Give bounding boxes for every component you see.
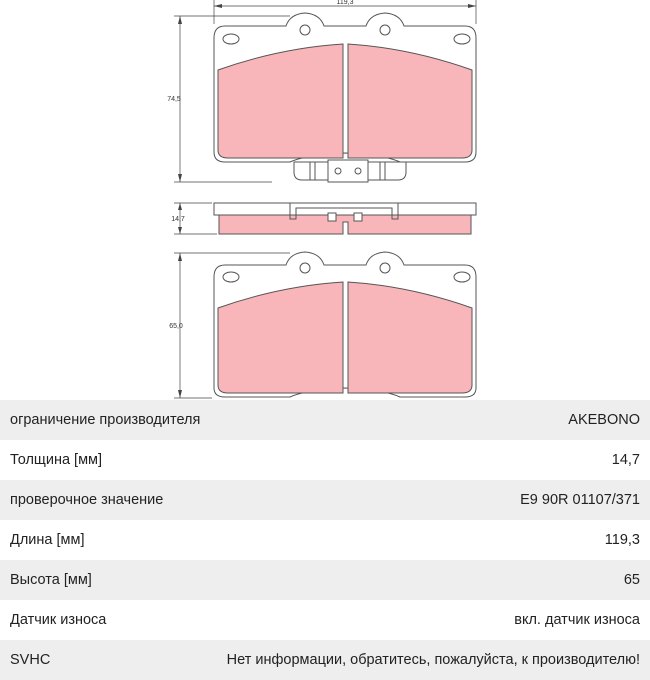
thickness-dimension-label: 14,7 bbox=[171, 216, 185, 223]
spec-label: Высота [мм] bbox=[10, 572, 92, 588]
bottom-pad-ear-hole-left bbox=[300, 263, 310, 273]
spec-row-test-mark bbox=[0, 480, 650, 520]
top-pad-sensor-body bbox=[328, 160, 368, 182]
height-bottom-dimension-label: 65,0 bbox=[169, 323, 183, 330]
spec-value: Нет информации, обратитесь, пожалуйста, к производителю! bbox=[226, 652, 640, 668]
top-pad-ear-hole-right bbox=[380, 25, 390, 35]
bottom-pad-hole-left bbox=[223, 272, 239, 282]
side-view-friction bbox=[219, 215, 471, 234]
spec-row-height bbox=[0, 560, 650, 600]
length-dimension-label: 119,3 bbox=[336, 0, 354, 6]
spec-value: 65 bbox=[623, 572, 640, 588]
spec-row-thickness bbox=[0, 440, 650, 480]
spec-value: E9 90R 01107/371 bbox=[520, 492, 640, 508]
spec-label: Толщина [мм] bbox=[10, 452, 103, 468]
spec-label: Датчик износа bbox=[10, 612, 107, 628]
spec-value: 119,3 bbox=[604, 532, 640, 548]
height-top-dimension-label: 74,5 bbox=[167, 96, 181, 103]
spec-label: SVHC bbox=[10, 652, 51, 668]
spec-label: ограничение производителя bbox=[10, 412, 201, 428]
spec-value: вкл. датчик износа bbox=[514, 612, 640, 628]
top-pad-ear-hole-left bbox=[300, 25, 310, 35]
spec-value: AKEBONO bbox=[568, 412, 640, 428]
side-view-backing-plate bbox=[214, 203, 476, 215]
top-pad-sensor-hole-right bbox=[355, 168, 361, 174]
bottom-pad-ear-hole-right bbox=[380, 263, 390, 273]
spec-row-wear-sensor bbox=[0, 600, 650, 640]
top-pad-hole-right bbox=[454, 34, 470, 44]
spec-label: Длина [мм] bbox=[10, 532, 85, 548]
spec-table bbox=[0, 400, 650, 680]
spec-value: 14,7 bbox=[611, 452, 640, 468]
spec-row-svhc bbox=[0, 640, 650, 680]
spec-row-length bbox=[0, 520, 650, 560]
spec-label: проверочное значение bbox=[10, 492, 164, 508]
top-pad-hole-left bbox=[223, 34, 239, 44]
bottom-pad-hole-right bbox=[454, 272, 470, 282]
top-pad-sensor-hole-left bbox=[335, 168, 341, 174]
spec-row-manufacturer-restriction bbox=[0, 400, 650, 440]
